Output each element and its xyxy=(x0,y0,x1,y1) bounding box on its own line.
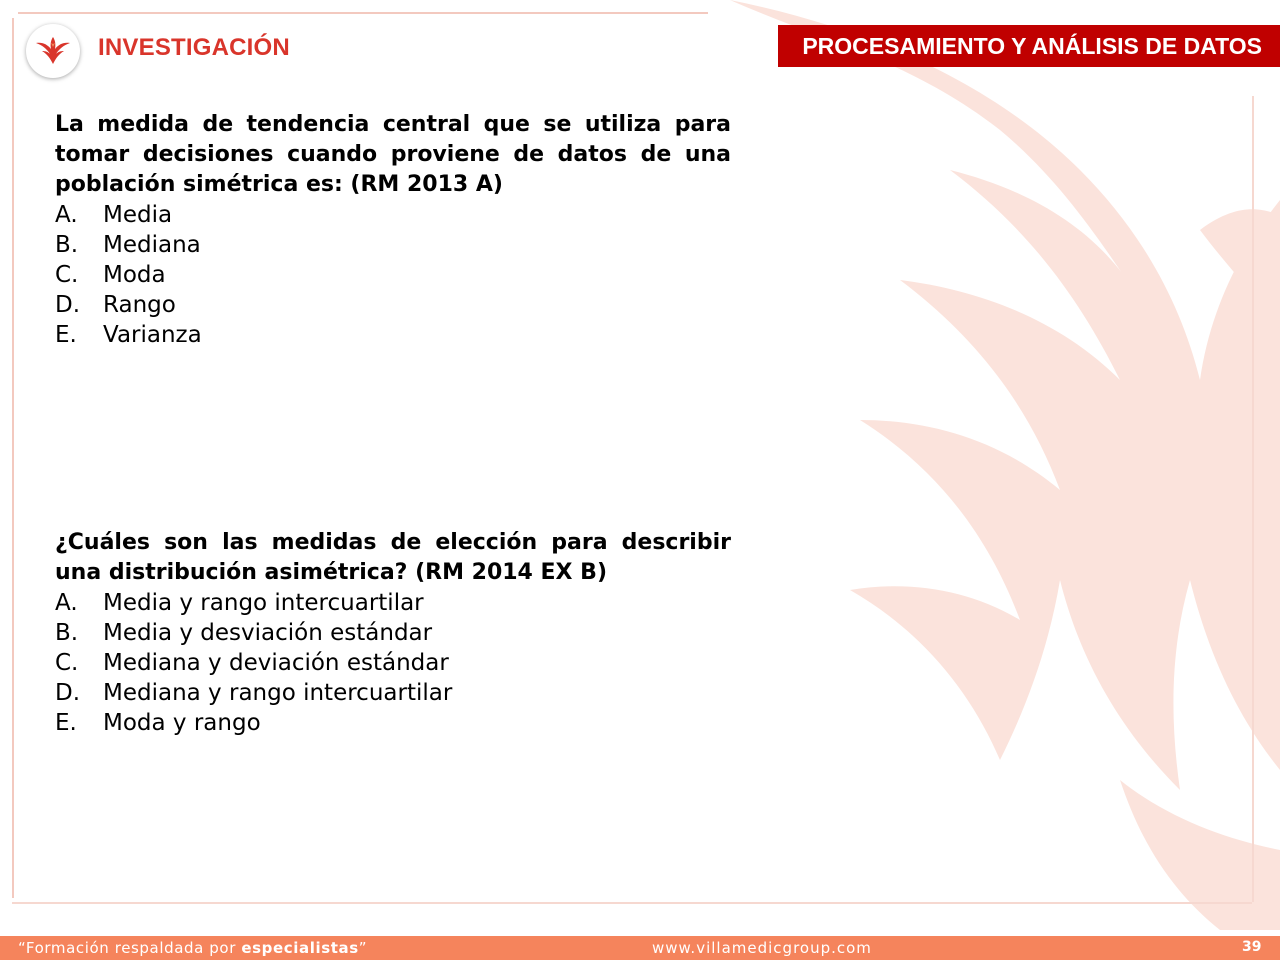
option-letter: D. xyxy=(55,292,81,318)
section-title: INVESTIGACIÓN xyxy=(98,34,290,61)
option-letter: E. xyxy=(55,322,77,348)
option-d xyxy=(55,678,731,708)
option-e xyxy=(55,320,731,350)
frame-top-line xyxy=(18,12,708,14)
question-stem: ¿Cuáles son las medidas de elección para describir una distribución asimétrica? (RM 2014 EX B) xyxy=(55,530,731,585)
option-list xyxy=(55,588,731,738)
option-letter: C. xyxy=(55,650,79,676)
slogan-prefix: “Formación respaldada por xyxy=(18,939,242,957)
option-letter: D. xyxy=(55,680,81,706)
option-text: Moda y rango xyxy=(103,710,261,736)
option-text: Mediana y rango intercuartilar xyxy=(103,680,453,706)
phoenix-logo-icon xyxy=(34,34,72,68)
footer-slogan xyxy=(18,939,367,957)
option-d xyxy=(55,290,731,320)
option-text: Media y rango intercuartilar xyxy=(103,590,424,616)
option-a xyxy=(55,588,731,618)
slogan-suffix: ” xyxy=(358,939,368,957)
question-2 xyxy=(55,528,731,738)
page-number: 39 xyxy=(1242,939,1262,955)
option-letter: B. xyxy=(55,232,79,258)
option-text: Mediana y deviación estándar xyxy=(103,650,449,676)
option-letter: C. xyxy=(55,262,79,288)
option-c xyxy=(55,260,731,290)
slogan-bold: especialistas xyxy=(241,939,359,957)
topic-banner: PROCESAMIENTO Y ANÁLISIS DE DATOS xyxy=(778,25,1280,67)
option-e xyxy=(55,708,731,738)
question-stem: La medida de tendencia central que se utiliza para tomar decisiones cuando proviene de datos de una población simétrica es: (RM 2013 A) xyxy=(55,112,731,197)
option-letter: E. xyxy=(55,710,77,736)
option-b xyxy=(55,618,731,648)
phoenix-watermark-icon xyxy=(700,0,1280,930)
option-text: Rango xyxy=(103,292,176,318)
option-text: Mediana xyxy=(103,232,201,258)
option-text: Varianza xyxy=(103,322,202,348)
option-list xyxy=(55,200,731,350)
footer-bar xyxy=(0,936,1280,960)
option-text: Media xyxy=(103,202,173,228)
option-a xyxy=(55,200,731,230)
option-c xyxy=(55,648,731,678)
frame-left-line xyxy=(12,18,14,898)
question-1 xyxy=(55,110,731,350)
option-text: Moda xyxy=(103,262,166,288)
frame-right-line xyxy=(1252,96,1254,902)
logo xyxy=(26,24,80,78)
footer-website: www.villamedicgroup.com xyxy=(652,939,872,957)
option-letter: A. xyxy=(55,202,78,228)
option-letter: A. xyxy=(55,590,78,616)
option-b xyxy=(55,230,731,260)
option-letter: B. xyxy=(55,620,79,646)
option-text: Media y desviación estándar xyxy=(103,620,433,646)
frame-bottom-line xyxy=(12,902,1252,904)
